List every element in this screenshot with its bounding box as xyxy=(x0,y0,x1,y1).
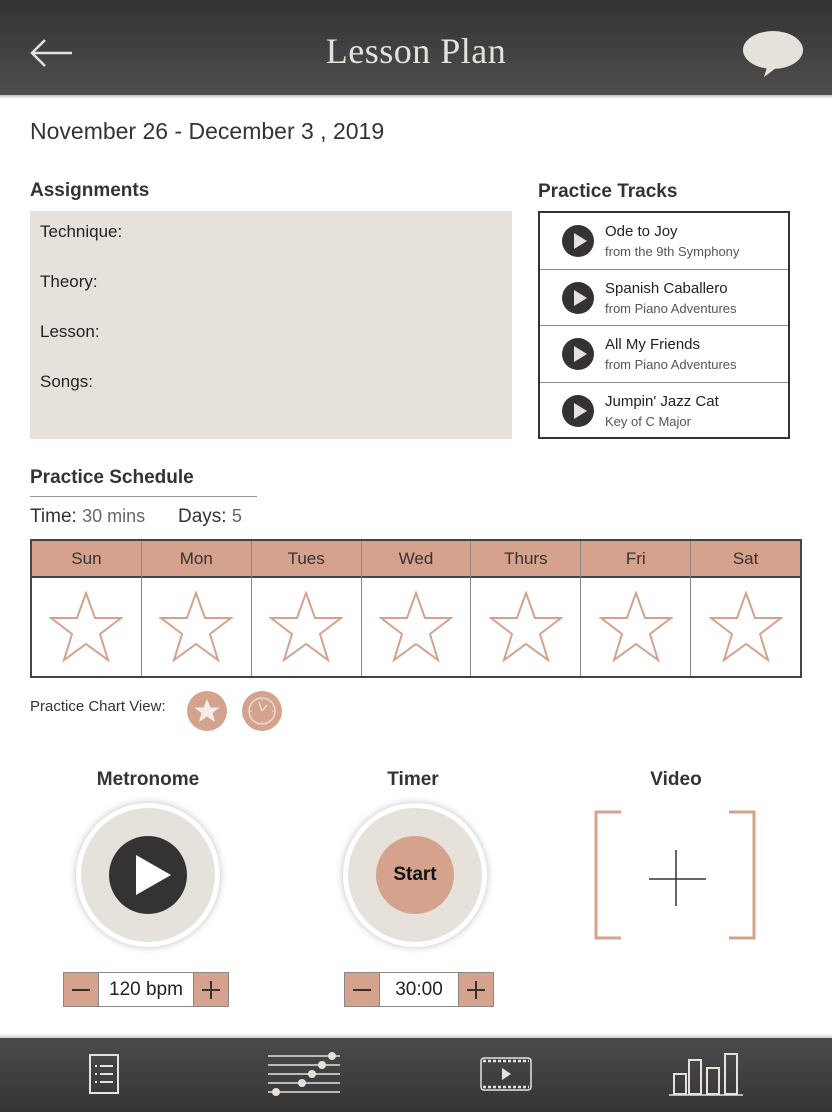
star-outline-icon xyxy=(709,591,783,663)
assignment-songs: Songs: xyxy=(40,372,93,391)
day-header: Sat xyxy=(691,541,800,578)
metronome-title: Metronome xyxy=(96,769,200,790)
track-subtitle: from the 9th Symphony xyxy=(605,244,740,259)
add-video-icon xyxy=(594,810,756,940)
track-item[interactable] xyxy=(540,270,788,327)
week-chart xyxy=(30,539,802,678)
track-subtitle: Key of C Major xyxy=(605,413,691,429)
practice-tracks-list xyxy=(538,211,790,439)
time-label: Time: xyxy=(30,506,77,527)
day-column xyxy=(252,541,362,676)
track-name: Spanish Caballero xyxy=(605,279,728,297)
bar-chart-icon xyxy=(669,1052,743,1096)
star-outline-icon xyxy=(159,591,233,663)
track-name: All My Friends xyxy=(605,336,701,353)
play-icon[interactable] xyxy=(562,395,594,427)
top-bar xyxy=(0,0,832,95)
timer-title: Timer xyxy=(387,769,439,790)
timer-increase-button[interactable] xyxy=(459,973,493,1006)
sliders-icon xyxy=(266,1052,342,1096)
track-subtitle: from Piano Adventures xyxy=(605,300,737,316)
chat-button[interactable] xyxy=(740,30,806,78)
plus-icon xyxy=(200,979,222,1001)
star-outline-icon xyxy=(49,591,123,663)
day-cell[interactable] xyxy=(142,578,251,676)
day-cell[interactable] xyxy=(471,578,580,676)
days-label: Days: xyxy=(178,506,227,527)
star-outline-icon xyxy=(379,591,453,663)
track-item[interactable] xyxy=(540,213,788,270)
time-value: 30 mins xyxy=(82,506,146,526)
video-title: Video xyxy=(650,769,702,790)
day-header: Sun xyxy=(32,541,141,578)
speech-bubble-icon xyxy=(740,30,806,78)
minus-icon xyxy=(351,979,373,1001)
nav-mixer[interactable] xyxy=(264,1048,344,1100)
day-column xyxy=(691,541,800,676)
practice-days xyxy=(178,506,242,528)
bpm-stepper xyxy=(63,972,229,1007)
assignment-technique: Technique: xyxy=(40,222,123,241)
star-outline-icon xyxy=(269,591,343,663)
timer-start-button[interactable]: Start xyxy=(376,836,454,914)
metronome-play-button[interactable] xyxy=(109,836,187,914)
play-icon[interactable] xyxy=(562,338,594,370)
nav-lesson-plan[interactable] xyxy=(80,1048,128,1100)
minus-icon xyxy=(70,979,92,1001)
day-column xyxy=(142,541,252,676)
metronome-dial xyxy=(76,803,220,947)
list-document-icon xyxy=(88,1053,120,1095)
track-item[interactable] xyxy=(540,326,788,383)
assignments-panel[interactable] xyxy=(30,211,512,439)
day-cell[interactable] xyxy=(362,578,471,676)
track-item[interactable] xyxy=(540,383,788,440)
play-icon[interactable] xyxy=(562,225,594,257)
star-outline-icon xyxy=(489,591,563,663)
day-cell[interactable] xyxy=(32,578,141,676)
play-icon[interactable] xyxy=(562,282,594,314)
day-column xyxy=(581,541,691,676)
nav-video[interactable] xyxy=(478,1048,534,1100)
day-column xyxy=(32,541,142,676)
add-video-button[interactable] xyxy=(594,810,756,940)
days-value: 5 xyxy=(231,506,242,526)
timer-stepper xyxy=(344,972,494,1007)
date-range: November 26 - December 3 , 2019 xyxy=(30,118,385,144)
day-header: Thurs xyxy=(471,541,580,578)
practice-tracks-title: Practice Tracks xyxy=(538,181,678,202)
film-play-icon xyxy=(479,1056,533,1092)
bpm-decrease-button[interactable] xyxy=(64,973,98,1006)
divider xyxy=(30,496,257,497)
assignments-title: Assignments xyxy=(30,180,150,201)
timer-value[interactable]: 30:00 xyxy=(379,973,459,1006)
assignment-theory: Theory: xyxy=(40,272,98,291)
day-column xyxy=(471,541,581,676)
star-icon xyxy=(187,691,227,731)
day-header: Wed xyxy=(362,541,471,578)
practice-schedule-title: Practice Schedule xyxy=(30,467,194,488)
track-subtitle: from Piano Adventures xyxy=(605,357,737,372)
page-title: Lesson Plan xyxy=(325,31,507,71)
day-header: Tues xyxy=(252,541,361,578)
clock-view-button[interactable] xyxy=(242,691,282,731)
day-column xyxy=(362,541,472,676)
star-outline-icon xyxy=(599,591,673,663)
timer-dial xyxy=(343,803,487,947)
day-header: Fri xyxy=(581,541,690,578)
track-name: Ode to Joy xyxy=(605,223,678,240)
plus-icon xyxy=(465,979,487,1001)
day-cell[interactable] xyxy=(691,578,800,676)
track-name: Jumpin' Jazz Cat xyxy=(605,392,719,410)
day-cell[interactable] xyxy=(581,578,690,676)
star-view-button[interactable] xyxy=(187,691,227,731)
assignment-lesson: Lesson: xyxy=(40,322,100,341)
practice-time xyxy=(30,506,145,528)
day-cell[interactable] xyxy=(252,578,361,676)
timer-decrease-button[interactable] xyxy=(345,973,379,1006)
clock-icon xyxy=(242,691,282,731)
bpm-increase-button[interactable] xyxy=(194,973,228,1006)
bpm-value[interactable]: 120 bpm xyxy=(98,973,194,1006)
day-header: Mon xyxy=(142,541,251,578)
chart-view-label: Practice Chart View: xyxy=(30,698,166,715)
bottom-nav xyxy=(0,1038,832,1112)
nav-progress-chart[interactable] xyxy=(668,1048,744,1100)
